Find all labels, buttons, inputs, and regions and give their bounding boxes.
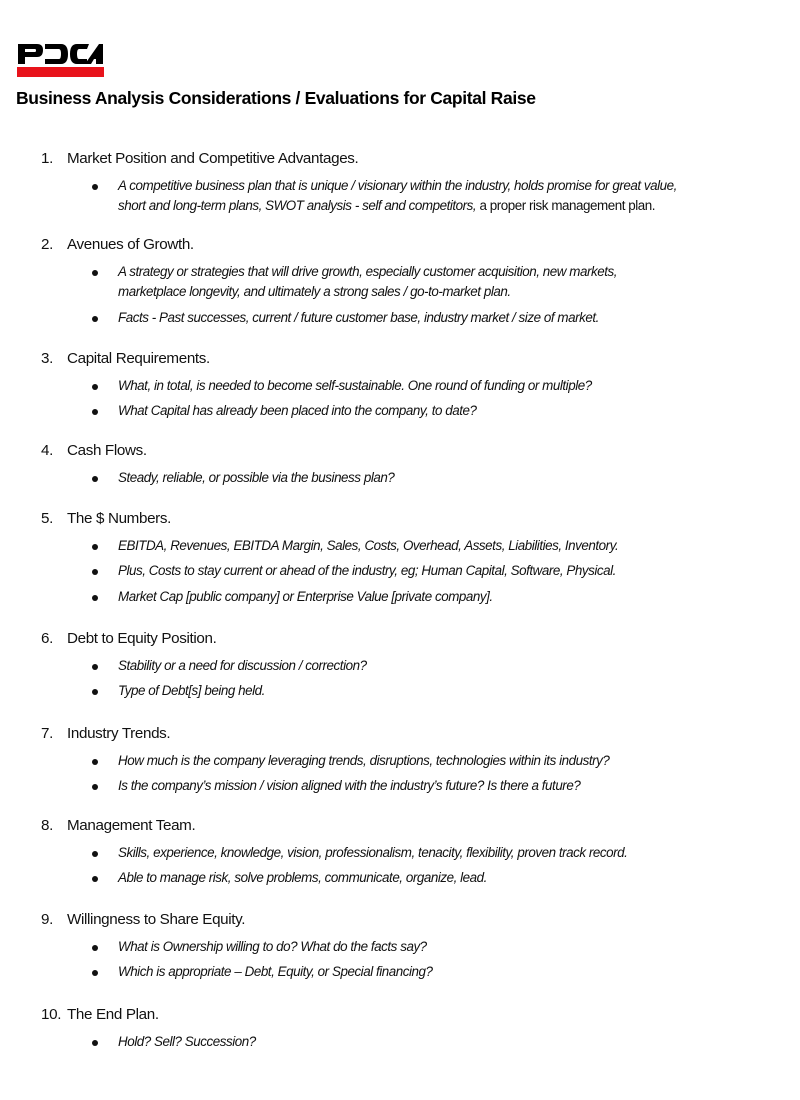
- bullet-text-line: A competitive business plan that is unique / visionary within the industry, holds promise for great value,: [118, 178, 677, 193]
- bullet-text-line: EBITDA, Revenues, EBITDA Margin, Sales, Costs, Overhead, Assets, Liabilities, Inventory.: [118, 538, 619, 553]
- section-number: 2.: [41, 236, 53, 253]
- page-title: Business Analysis Considerations / Evaluations for Capital Raise: [16, 88, 536, 108]
- bullet-icon: [92, 689, 98, 695]
- section-number: 4.: [41, 442, 53, 459]
- section-title: Capital Requirements.: [67, 350, 210, 367]
- bullet-icon: [92, 595, 98, 601]
- bullet-text-line: Skills, experience, knowledge, vision, professionalism, tenacity, flexibility, proven track record.: [118, 845, 628, 860]
- pdca-logo: [17, 42, 104, 78]
- bullet-text-line: Facts - Past successes, current / future customer base, industry market / size of market.: [118, 310, 599, 325]
- bullet-icon: [92, 945, 98, 951]
- pdca-logo-icon: [17, 42, 104, 78]
- bullet-icon: [92, 664, 98, 670]
- section-number: 3.: [41, 350, 53, 367]
- bullet-text-line: A strategy or strategies that will drive growth, especially customer acquisition, new markets,: [118, 264, 618, 279]
- section-title: Market Position and Competitive Advantages.: [67, 150, 359, 167]
- section-title: The $ Numbers.: [67, 510, 171, 527]
- section-title: Debt to Equity Position.: [67, 630, 217, 647]
- section-heading: [41, 1006, 159, 1028]
- section-number: 7.: [41, 725, 53, 742]
- bullet-icon: [92, 1040, 98, 1046]
- section-heading: [41, 150, 358, 172]
- bullet-text-line: How much is the company leveraging trends, disruptions, technologies within its industry?: [118, 753, 610, 768]
- bullet-icon: [92, 184, 98, 190]
- section-heading: [41, 630, 216, 652]
- bullet-text-line: [118, 196, 788, 216]
- bullet-text-line: Steady, reliable, or possible via the business plan?: [118, 470, 395, 485]
- section-number: 5.: [41, 510, 53, 527]
- bullet-icon: [92, 759, 98, 765]
- bullet-text-line: Hold? Sell? Succession?: [118, 1034, 256, 1049]
- bullet-icon: [92, 270, 98, 276]
- bullet-text-line: What Capital has already been placed into the company, to date?: [118, 403, 477, 418]
- bullet-icon: [92, 876, 98, 882]
- section-heading: [41, 725, 170, 747]
- normal-text: a proper risk management plan.: [476, 198, 656, 213]
- section-heading: [41, 911, 245, 933]
- bullet-icon: [92, 544, 98, 550]
- section-title: Willingness to Share Equity.: [67, 911, 246, 928]
- section-number: 9.: [41, 911, 53, 928]
- bullet-text-line: Which is appropriate – Debt, Equity, or Special financing?: [118, 964, 433, 979]
- bullet-text-line: Is the company’s mission / vision aligned with the industry’s future? Is there a future?: [118, 778, 581, 793]
- bullet-text-line: Market Cap [public company] or Enterprise Value [private company].: [118, 589, 493, 604]
- section-heading: [41, 510, 171, 532]
- bullet-text-line: Able to manage risk, solve problems, communicate, organize, lead.: [118, 870, 487, 885]
- bullet-text-line: Stability or a need for discussion / correction?: [118, 658, 367, 673]
- italic-text: short and long-term plans, SWOT analysis - self and competitors,: [118, 198, 477, 213]
- section-heading: [41, 350, 210, 372]
- section-title: Industry Trends.: [67, 725, 171, 742]
- section-title: Cash Flows.: [67, 442, 147, 459]
- section-title: Avenues of Growth.: [67, 236, 194, 253]
- section-title: The End Plan.: [67, 1006, 159, 1023]
- bullet-text-line: What is Ownership willing to do? What do the facts say?: [118, 939, 427, 954]
- bullet-text-line: marketplace longevity, and ultimately a strong sales / go-to-market plan.: [118, 284, 511, 299]
- section-number: 8.: [41, 817, 53, 834]
- bullet-icon: [92, 476, 98, 482]
- section-number: 1.: [41, 150, 53, 167]
- bullet-text-line: Plus, Costs to stay current or ahead of the industry, eg; Human Capital, Software, Physical.: [118, 563, 616, 578]
- bullet-icon: [92, 569, 98, 575]
- section-title: Management Team.: [67, 817, 196, 834]
- section-number: 10.: [41, 1006, 62, 1023]
- section-heading: [41, 236, 194, 258]
- section-number: 6.: [41, 630, 53, 647]
- bullet-icon: [92, 384, 98, 390]
- bullet-icon: [92, 409, 98, 415]
- bullet-icon: [92, 970, 98, 976]
- bullet-text-line: Type of Debt[s] being held.: [118, 683, 265, 698]
- bullet-icon: [92, 316, 98, 322]
- bullet-text-line: What, in total, is needed to become self-sustainable. One round of funding or multiple?: [118, 378, 592, 393]
- section-heading: [41, 442, 147, 464]
- bullet-icon: [92, 784, 98, 790]
- section-heading: [41, 817, 195, 839]
- bullet-icon: [92, 851, 98, 857]
